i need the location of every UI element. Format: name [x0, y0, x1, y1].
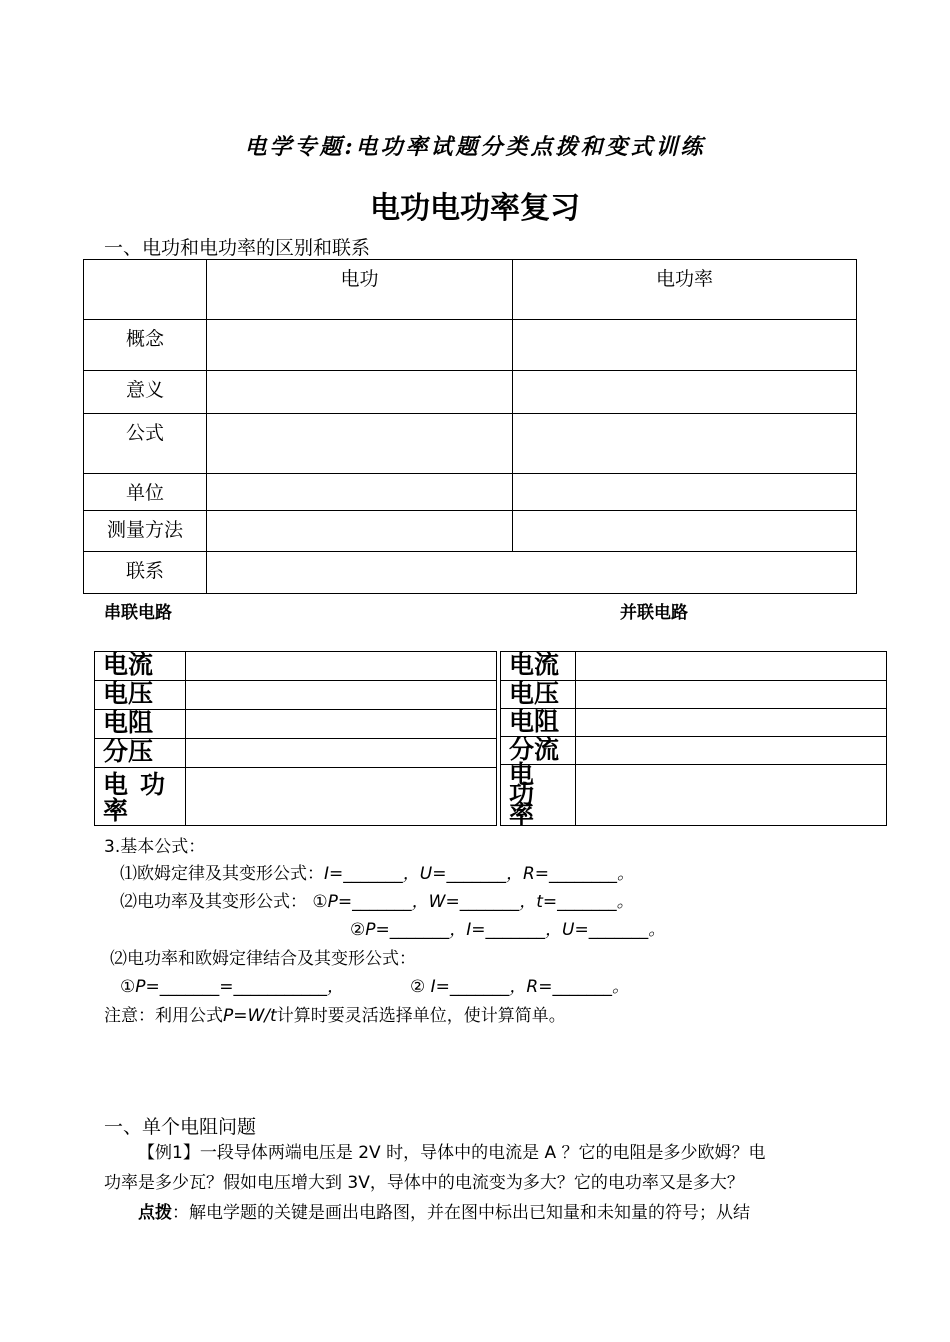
row-label-relation: 联系	[84, 552, 207, 594]
formula-combined-line	[120, 972, 344, 997]
col-header-work: 电功	[207, 260, 513, 320]
hint-label: 点拨	[138, 1203, 172, 1223]
formula-combined-line-b	[410, 972, 629, 997]
formula-combined-b-label: ②	[410, 977, 431, 997]
series-row-power: 电功率	[95, 768, 186, 826]
table-cell[interactable]	[207, 474, 513, 511]
formula-combined-a-blanks: P=_______=___________，	[135, 977, 344, 997]
formulas-heading: 3.基本公式：	[104, 837, 206, 857]
parallel-row-voltage: 电压	[501, 681, 576, 709]
document-topic: 电学专题:电功率试题分类点拨和变式训练	[244, 134, 706, 160]
table-cell[interactable]	[186, 652, 497, 681]
table-cell[interactable]	[513, 320, 857, 371]
row-label-unit: 单位	[84, 474, 207, 511]
parallel-row-power: 电功率	[501, 765, 576, 826]
table-cell[interactable]	[576, 765, 887, 826]
main-title: 电功电功率复习	[370, 191, 580, 226]
row-label-measurement: 测量方法	[84, 511, 207, 552]
table-cell[interactable]	[513, 371, 857, 414]
table-cell[interactable]	[207, 552, 857, 594]
table-cell[interactable]	[207, 371, 513, 414]
parallel-row-current: 电流	[501, 652, 576, 681]
series-row-current: 电流	[95, 652, 186, 681]
formula-ohm-line	[120, 859, 634, 884]
formula-ohm-label: ⑴欧姆定律及其变形公式：	[120, 864, 324, 884]
series-row-voltage: 电压	[95, 681, 186, 710]
row-label-formula: 公式	[84, 414, 207, 474]
formula-power2-label: ②	[350, 920, 366, 940]
formula-combined-b-blanks: I=_______，R=_______。	[430, 977, 629, 997]
col-header-power: 电功率	[513, 260, 857, 320]
example-line2: 功率是多少瓦？假如电压增大到 3V，导体中的电流变为多大？它的电功率又是多大？	[104, 1173, 744, 1193]
formula-combined-heading: ⑵电功率和欧姆定律结合及其变形公式：	[110, 949, 416, 969]
table-cell[interactable]	[576, 681, 887, 709]
formula-combined-a-label: ①	[120, 977, 136, 997]
parallel-circuit-label: 并联电路	[620, 603, 688, 623]
series-row-resistance: 电阻	[95, 710, 186, 739]
formula-power-line2	[350, 915, 665, 940]
row-label-meaning: 意义	[84, 371, 207, 414]
section1-heading: 一、电功和电功率的区别和联系	[104, 237, 371, 259]
work-power-comparison-table	[83, 259, 857, 594]
table-cell[interactable]	[186, 768, 497, 826]
table-cell[interactable]	[513, 414, 857, 474]
series-circuit-table	[94, 651, 497, 826]
formula-ohm-blanks: I=_______，U=_______，R=________。	[324, 864, 635, 884]
example-line1: 【例1】一段导体两端电压是 2V 时，导体中的电流是 A ？它的电阻是多少欧姆？电	[138, 1143, 766, 1163]
section2-heading: 一、单个电阻问题	[104, 1116, 257, 1138]
note-suffix: 计算时要灵活选择单位，使计算简单。	[276, 1006, 566, 1026]
corner-cell	[84, 260, 207, 320]
table-cell[interactable]	[186, 710, 497, 739]
formula-power-label: ⑵电功率及其变形公式： ①	[120, 892, 328, 912]
formula-power-line	[120, 887, 634, 912]
table-cell[interactable]	[207, 414, 513, 474]
table-cell[interactable]	[576, 652, 887, 681]
table-cell[interactable]	[207, 320, 513, 371]
series-row-voltage-division: 分压	[95, 739, 186, 768]
table-cell[interactable]	[207, 511, 513, 552]
table-cell[interactable]	[186, 739, 497, 768]
hint-text: ：解电学题的关键是画出电路图，并在图中标出已知量和未知量的符号；从结	[172, 1203, 750, 1223]
table-cell[interactable]	[576, 709, 887, 737]
table-cell[interactable]	[513, 511, 857, 552]
note-prefix: 注意：利用公式	[104, 1006, 223, 1026]
series-circuit-label: 串联电路	[104, 603, 172, 623]
formula-power-blanks: P=_______，W=_______，t=_______。	[327, 892, 634, 912]
parallel-row-current-division: 分流	[501, 737, 576, 765]
formula-power2-blanks: P=_______，I=_______，U=_______。	[365, 920, 666, 940]
table-cell[interactable]	[513, 474, 857, 511]
parallel-row-resistance: 电阻	[501, 709, 576, 737]
table-cell[interactable]	[576, 737, 887, 765]
row-label-concept: 概念	[84, 320, 207, 371]
note-formula: P=W/t	[223, 1006, 277, 1026]
hint-paragraph	[138, 1198, 750, 1228]
parallel-circuit-table	[500, 650, 887, 829]
formula-note	[104, 1001, 566, 1026]
table-cell[interactable]	[186, 681, 497, 710]
